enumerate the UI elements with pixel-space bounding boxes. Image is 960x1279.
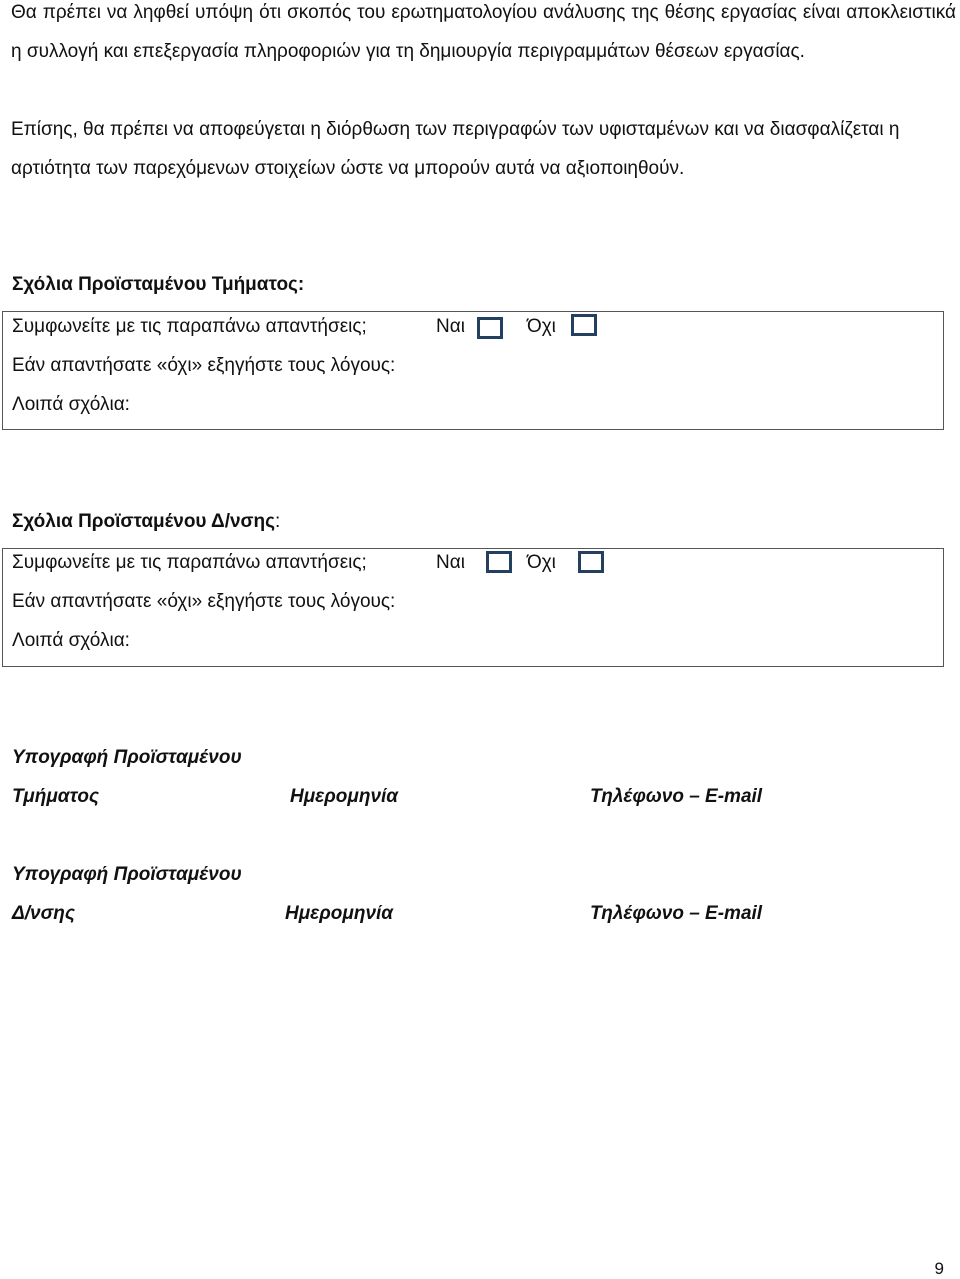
intro-paragraph-2: Επίσης, θα πρέπει να αποφεύγεται η διόρθωση των περιγραφών των υφισταμένων και να διασφαλίζεται η αρτιότητα των παρεχόμενων στοιχείων ώστε να μπορούν αυτά να αξιοποιηθούν. bbox=[11, 119, 900, 179]
section1-heading: Σχόλια Προϊσταμένου Τμήματος: bbox=[12, 274, 305, 295]
section1-agree-question: Συμφωνείτε με τις παραπάνω απαντήσεις; bbox=[12, 316, 367, 337]
section1-explain-label: Εάν απαντήσατε «όχι» εξηγήστε τους λόγους: bbox=[12, 355, 396, 376]
dept-date-label: Ημερομηνία bbox=[290, 786, 399, 807]
directorate-signature-line2: Δ/νσης bbox=[12, 903, 75, 924]
section1-no-checkbox[interactable] bbox=[571, 314, 597, 336]
section2-comment-box bbox=[2, 548, 944, 667]
section2-agree-question: Συμφωνείτε με τις παραπάνω απαντήσεις; bbox=[12, 552, 367, 573]
section2-no-label: Όχι bbox=[527, 552, 556, 573]
section2-yes-label: Ναι bbox=[436, 552, 465, 573]
section1-no-label: Όχι bbox=[527, 316, 556, 337]
section1-comment-box bbox=[2, 311, 944, 430]
dept-contact-label: Τηλέφωνο – E-mail bbox=[590, 786, 763, 807]
section1-yes-checkbox[interactable] bbox=[477, 317, 503, 339]
section2-heading-text: Σχόλια Προϊσταμένου Δ/νσης bbox=[12, 511, 276, 532]
directorate-date-label: Ημερομηνία bbox=[285, 903, 394, 924]
directorate-signature-line1: Υπογραφή Προϊσταμένου bbox=[12, 864, 242, 885]
dept-signature-line1: Υπογραφή Προϊσταμένου bbox=[12, 747, 242, 768]
section2-other-label: Λοιπά σχόλια: bbox=[12, 630, 130, 651]
section2-heading bbox=[12, 511, 280, 533]
section1-other-label: Λοιπά σχόλια: bbox=[12, 394, 130, 415]
dept-signature-line2: Τμήματος bbox=[12, 786, 100, 807]
section2-heading-colon: : bbox=[275, 511, 281, 532]
section1-yes-label: Ναι bbox=[436, 316, 465, 337]
page-number: 9 bbox=[934, 1259, 944, 1278]
intro-paragraph-1: Θα πρέπει να ληφθεί υπόψη ότι σκοπός του ερωτηματολογίου ανάλυσης της θέσης εργασίας είναι αποκλειστικά η συλλογή και επεξεργασία πληροφοριών για τη δημιουργία περιγραμμάτων θέσεων εργασίας. bbox=[11, 2, 956, 62]
section2-no-checkbox[interactable] bbox=[578, 551, 604, 573]
directorate-contact-label: Τηλέφωνο – E-mail bbox=[590, 903, 763, 924]
section2-explain-label: Εάν απαντήσατε «όχι» εξηγήστε τους λόγους: bbox=[12, 591, 396, 612]
section2-yes-checkbox[interactable] bbox=[486, 551, 512, 573]
